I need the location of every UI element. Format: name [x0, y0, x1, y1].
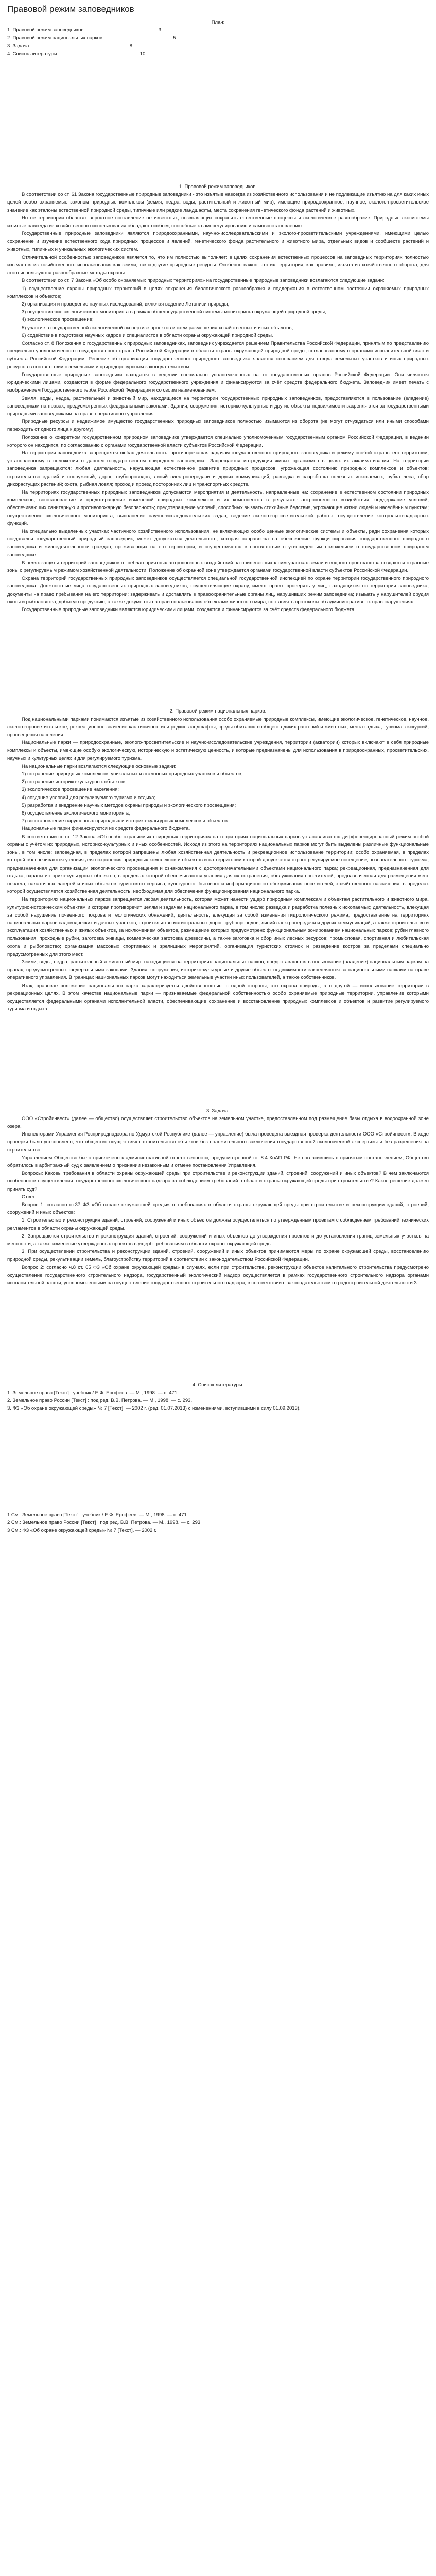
paragraph: Национальные парки — природоохранные, эколого-просветительские и научно-исследовательские учреждения, территории (акватории) которых включают в себя природные комплексы и объекты, имеющие особую экологическую, историческую и эстетическую ценность, и которые предназначены для использования в природоохранных, просветительских, научных и культурных целях и для регулируемого туризма. — [7, 740, 429, 761]
paragraph: Природные ресурсы и недвижимое имущество государственных природных заповедников полностью изымаются из оборота (не могут отчуждаться или иными способами переходить от одного лица к другому). — [7, 419, 429, 433]
paragraph: 1. Строительство и реконструкция зданий, строений, сооружений и иных объектов должны осуществляться по утвержденным проектам с соблюдением требований технических регламентов в области охраны окружающей среды. — [7, 1217, 429, 1231]
table-of-contents — [7, 26, 429, 58]
paragraph: В соответствии со ст. 61 Закона государственные природные заповедники - это изъятые навсегда из хозяйственного использования и не подлежащие изъятию на для каких иных целей особо охраняемые законом природные комплексы (земля, недра, воды, растительный и животный мир), имеющие природоохранное, научное, эколого-просветительское значение как эталоны естественной природной среды, типичные или редкие ландшафты, места сохранения генетического фонда растений и животных. — [7, 192, 429, 213]
section-1-body — [7, 191, 429, 614]
paragraph: 3. При осуществлении строительства и реконструкции зданий, строений, сооружений и иных объектов принимаются меры по охране окружающей среды, восстановлению природной среды, рекультивации земель, благоустройству территорий в соответствии с законодательством Российской Федерации. — [7, 1249, 429, 1263]
paragraph: Государственные природные заповедники являются юридическими лицами, создаются и финансируются за счёт средств федерального бюджета. — [22, 606, 356, 613]
section-heading-1: 1. Правовой режим заповедников. — [179, 184, 257, 190]
paragraph: Но не территории областях вероятное составление не известных, позволяющих сохранять естественные процессы и экологическое разнообразие. Природные экосистемы изъятые навсегда из хозяйственного использования обладают особым, способные к саморегулированию и самовосстановлению. — [7, 215, 429, 229]
paragraph: 4) создание условий для регулируемого туризма и отдыха; — [22, 794, 156, 801]
paragraph: В целях защиты территорий заповедников от неблагоприятных антропогенных воздействий на прилегающих к ним участках земли и водного пространства создаются охранные зоны с регулируемым режимом хозяйственной деятельности. Положение об охранной зоне утверждается органами государственной власти субъектов Российской Федерации. — [7, 560, 429, 573]
reference-item: 3. ФЗ «Об охране окружающей среды» № 7 [Текст]. — 2002 г. (ред. 01.07.2013) с изменениями, вступившими в силу 01.09.2013). — [7, 1405, 301, 1412]
footnote-item: 1 См.: Земельное право [Текст] : учебник / Е.Ф. Ерофеев. — М., 1998. — с. 471. — [7, 1512, 188, 1518]
paragraph: Вопрос 2: согласно ч.8 ст. 65 ФЗ «Об охране окружающей среды» в случаях, если при строительстве, реконструкции объектов капитального строительства предусмотрено осуществление государственного строительного надзора, государственный экологический надзор осуществляется в рамках государственного строительного надзора органами исполнительной власти, уполномоченными на осуществление государственного строительного надзора, в соответствии с законодательством о градостроительной деятельности.3 — [7, 1264, 429, 1286]
section-heading-3: 3. Задача. — [206, 1108, 230, 1114]
paragraph: На территории заповедника запрещается любая деятельность, противоречащая задачам государственного природного заповедника и режиму особой охраны его территории, установленному в положении о данном государственном природном заповеднике. Запрещается интродукция живых организмов в целях их акклиматизации. На территории заповедника запрещаются: любая деятельность, нарушающая естественное развитие природных процессов, угрожающая состоянию природных комплексов и объектов; строительство зданий и сооружений, дорог, трубопроводов, линий электропередачи и других коммуникаций; разведка и разработка полезных ископаемых; рубка леса, сбор дикорастущих растений; охота, рыбная ловля; проход и проезд посторонних лиц и транспортных средств. — [7, 450, 429, 487]
plan-heading: План: — [211, 20, 225, 25]
document-title: Правовой режим заповедников — [7, 4, 134, 14]
paragraph: Итак, правовое положение национального парка характеризуется двойственностью: с одной стороны, это охрана природы, а с другой — использование территории в рекреационных целях. В этом качестве национальные парки — признаваемые федеральной собственностью особо охраняемые природные территории, управление которыми осуществляется федеральными органами исполнительной власти, обеспечивающие сохранение и восстановление природных комплексов и объектов и развитие регулируемого туризма и отдыха. — [7, 982, 429, 1012]
toc-item: 1. Правовой режим заповедников.......................................................3 — [7, 27, 161, 33]
paragraph: Управлением Общество было привлечено к административной ответственности, предусмотренной ст. 8.4 КоАП РФ. Не согласившись с принятым постановлением, Общество обратилось в арбитражный суд с заявлением о признании незаконным и отмене постановления Управления. — [7, 1155, 429, 1169]
paragraph: На территориях государственных природных заповедников допускаются мероприятия и деятельность, направленные на: сохранение в естественном состоянии природных комплексов, восстановление и предотвращение изменений природных комплексов и их компонентов в результате антропогенного воздействия; поддержание условий, обеспечивающих санитарную и противопожарную безопасность; предотвращение условий, способных вызвать стихийные бедствия, угрожающие жизни людей и населённым пунктам; осуществление экологического мониторинга; выполнение научно-исследовательских задач; ведение эколого-просветительской работы; осуществление контрольно-надзорных функций. — [7, 489, 429, 527]
paragraph: 6) осуществление экологического мониторинга; — [22, 810, 130, 817]
paragraph: Согласно ст. 8 Положения о государственных природных заповедниках, заповедник учреждается решением Правительства Российской Федерации, принятым по представлению специально уполномоченного государственного органа Российской Федерации в области охраны окружающей природной среды, согласованному с органами исполнительной власти субъекта Российской Федерации. Решение об организации государственного природного заповедника является основанием для отвода земельных участков и иных природных ресурсов в соответствии с земельным и природоресурсным законодательством. — [7, 341, 429, 370]
paragraph: На специально выделенных участках частичного хозяйственного использования, не включающих особо ценные экологические системы и объекты, ради сохранения которых создавался государственный природный заповедник, может допускаться деятельность, которая направлена на обеспечение функционирования государственного природного заповедника и жизнедеятельности граждан, проживающих на его территории, и осуществляется в соответствии с утверждённым положением о государственном природном заповеднике. — [7, 528, 429, 558]
paragraph: 2. Запрещаются строительство и реконструкция зданий, строений, сооружений и иных объектов до утверждения проектов и до установления границ земельных участков на местности, а также изменение утвержденных проектов в ущерб требованиям в области охраны окружающей среды. — [7, 1233, 429, 1247]
paragraph: Вопрос 1: согласно ст.37 ФЗ «Об охране окружающей среды» о требованиях в области охраны окружающей среды при строительстве и реконструкции зданий, строений, сооружений и иных объектов: — [7, 1202, 429, 1216]
paragraph: Национальные парки финансируются из средств федерального бюджета. — [22, 826, 190, 832]
paragraph: 5) разработка и внедрение научных методов охраны природы и экологического просвещения; — [22, 802, 236, 808]
paragraph: 4) экологическое просвещение; — [22, 317, 94, 323]
paragraph: 5) участие в государственной экологической экспертизе проектов и схем размещения хозяйственных и иных объектов; — [22, 325, 293, 331]
paragraph: 3) экологическое просвещение населения; — [22, 787, 119, 793]
footnotes — [7, 1511, 429, 1535]
paragraph: Охрана территорий государственных природных заповедников осуществляется специальной государственной инспекцией по охране территории государственного природного заповедника. Должностные лица государственных природных заповедников, осуществляющие охрану, имеют право: проверять у лиц, находящихся на территории заповедника, документы на право пребывания на его территории; задерживать и доставлять в правоохранительные органы лиц, нарушивших режим заповедника; изымать у нарушителей орудия охоты и рыболовства, добытую продукцию, а также документы на право пользования объектами животного мира; составлять протоколы об административных правонарушениях. — [7, 575, 429, 605]
document-body — [7, 19, 429, 1534]
footnote-item: 3 См.: ФЗ «Об охране окружающей среды» № 7 [Текст]. — 2002 г. — [7, 1528, 156, 1533]
paragraph: Положение о конкретном государственном природном заповеднике утверждается специально уполномоченным государственным органом Российской Федерации, в ведении которого он находится, по согласованию с органами государственной власти субъектов Российской Федерации. — [7, 434, 429, 448]
paragraph: 1) сохранение природных комплексов, уникальных и эталонных природных участков и объектов; — [22, 771, 243, 777]
toc-item: 4. Список литературы.............................................................10 — [7, 50, 146, 57]
paragraph: Инспекторами Управления Росприроднадзора по Удмуртской Республике (далее — управление) была проведена выездная проверка деятельности ООО «Стройинвест». В ходе проверки было установлено, что общество осуществляет строительство объектов без положительного заключения государственной экологической экспертизы и без разрешения на строительство. — [7, 1131, 429, 1153]
paragraph: Земли, воды, недра, растительный и животный мир, находящиеся на территориях национальных парков, предоставляются в пользование (владение) национальным паркам на правах, предусмотренных федеральными законами. Здания, сооружения, историко-культурные и другие объекты недвижимости закрепляются за национальными парками на праве оперативного управления. В границах национальных парков могут находиться земельные участки иных пользователей, а также собственников. — [7, 959, 429, 981]
footnote-item: 2 См.: Земельное право России [Текст] : под ред. В.В. Петрова. — М., 1998. — с. 293. — [7, 1519, 202, 1526]
paragraph: Под национальными парками понимаются изъятые из хозяйственного использования особо охраняемые природные комплексы, имеющие экологическое, генетическое, научное, эколого-просветительское, рекреационное значение как типичные или редкие ландшафты, среды обитания сообществ диких растений и животных, места отдыха, туризма, экскурсий, просвещения населения. — [7, 716, 429, 738]
toc-item: 3. Задача..........................................................................8 — [7, 43, 133, 49]
paragraph: 1) осуществление охраны природных территорий в целях сохранения биологического разнообразия и поддержания в естественном состоянии охраняемых природных комплексов и объектов; — [7, 285, 429, 299]
reference-item: 2. Земельное право России [Текст] : под ред. В.В. Петрова. — М., 1998. — с. 293. — [7, 1397, 193, 1403]
paragraph: Вопросы: Каковы требования в области охраны окружающей среды при строительстве и реконструкции зданий, строений, сооружений и иных объектов? В чем заключаются особенности осуществления государственного экологического надзора за соблюдением требований в области охраны окружающей среды при строительстве? Какое решение должен принять суд? — [7, 1171, 429, 1192]
section-3-body — [7, 1115, 429, 1287]
section-4-body — [7, 1389, 429, 1413]
paragraph: В соответствии со ст. 12 Закона «Об особо охраняемых природных территориях» на территориях национальных парков устанавливается дифференцированный режим особой охраны с учётом их природных, историко-культурных и иных особенностей. Исходя из этого на территориях национальных парков могут быть выделены различные функциональные зоны, в том числе: заповедная, в пределах которой запрещены любая хозяйственная деятельность и рекреационное использование территории; особо охраняемая, в пределах которой обеспечиваются условия для сохранения природных комплексов и объектов и на территории которой допускается строго регулируемое посещение; познавательного туризма, предназначенная для организации экологического просвещения и ознакомления с достопримечательными объектами национального парка; рекреационная, предназначенная для отдыха; охраны историко-культурных объектов, в пределах которой обеспечиваются условия для их сохранения; обслуживания посетителей, предназначенная для размещения мест ночлега, палаточных лагерей и иных объектов туристского сервиса, культурного, бытового и информационного обслуживания посетителей; хозяйственного назначения, в пределах которой осуществляется хозяйственная деятельность, необходимая для обеспечения функционирования национального парка. — [7, 834, 429, 895]
section-2-body — [7, 716, 429, 1013]
paragraph: Ответ: — [22, 1194, 37, 1200]
paragraph: 3) осуществление экологического мониторинга в рамках общегосударственной системы мониторинга окружающей природной среды; — [22, 309, 326, 315]
paragraph: В соответствии со ст. 7 Закона «Об особо охраняемых природных территориях» на государственные природные заповедники возлагаются следующие задачи: — [22, 278, 385, 284]
paragraph: 2) сохранение историко-культурных объектов; — [22, 779, 127, 785]
paragraph: Отличительной особенностью заповедников является то, что им полностью выполняет: в целях сохранения естественных процессов на заповедных территориях полностью изымается из хозяйственного использования как земли, так и другие природные ресурсы. Особенно важно, что их территория, как правило, изъята из хозяйственного оборота, для этого используются разнообразные методы охраны. — [7, 254, 429, 276]
paragraph: Земля, воды, недра, растительный и животный мир, находящиеся на территории государственных природных заповедников, предоставляются в пользование (владение) заповедникам на правах, предусмотренных федеральными законами. Здания, сооружения, историко-культурные и другие объекты недвижимости закрепляются за государственными природными заповедниками на праве оперативного управления. — [7, 395, 429, 417]
paragraph: ООО «Стройинвест» (далее — общество) осуществляет строительство объектов на земельном участке, предоставленном под размещение базы отдыха в водоохранной зоне озера. — [7, 1115, 429, 1130]
paragraph: На национальные парки возлагаются следующие основные задачи: — [22, 763, 177, 769]
paragraph: На территориях национальных парков запрещается любая деятельность, которая может нанести ущерб природным комплексам и объектам растительного и животного мира, культурно-историческим объектам и которая противоречит целям и задачам национального парка, в том числе: разведка и разработка полезных ископаемых; деятельность, влекущая за собой нарушение почвенного покрова и геологических обнажений; деятельность, влекущая за собой изменения гидрологического режима; предоставление на территориях национальных парков садоводческих и дачных участков; строительство магистральных дорог, трубопроводов, линий электропередачи и других коммуникаций, а также строительство и эксплуатация хозяйственных и жилых объектов, за исключением объектов, размещение которых предусмотрено функциональным зонированием национальных парков; рубки главного пользования, проходные рубки, заготовка живицы, коммерческая заготовка древесины, а также заготовка и сбор иных лесных ресурсов; промысловая, спортивная и любительская охота и рыболовство; организация массовых спортивных и зрелищных мероприятий, организация туристских стоянок и разведение костров за пределами специально предусмотренных для этого мест. — [7, 896, 429, 957]
section-heading-4: 4. Список литературы. — [192, 1382, 244, 1388]
paragraph: 7) восстановление нарушенных природных и историко-культурных комплексов и объектов. — [22, 818, 229, 824]
toc-item: 2. Правовой режим национальных парков....................................................5 — [7, 35, 176, 41]
paragraph: 2) организация и проведение научных исследований, включая ведение Летописи природы; — [22, 301, 230, 308]
section-heading-2: 2. Правовой режим национальных парков. — [169, 708, 267, 715]
reference-item: 1. Земельное право [Текст] : учебник / Е.Ф. Ерофеев. — М., 1998. — с. 471. — [7, 1389, 179, 1396]
paragraph: Государственные природные заповедники являются природоохранными, научно-исследовательскими и эколого-просветительскими учреждениями, имеющими целью сохранение и изучение естественного хода природных процессов и явлений, генетического фонда растительного и животного мира, отдельных видов и сообществ растений и животных, типичных и уникальных экологических систем. — [7, 231, 429, 252]
paragraph: Государственные природные заповедники находятся в ведении специально уполномоченных на то государственных органов Российской Федерации. Они являются юридическими лицами, создаются в форме федерального государственного учреждения и финансируются за счёт средств федерального бюджета. Заповедник имеет печать с изображением Государственного герба Российской Федерации и со своим наименованием. — [7, 371, 429, 394]
paragraph: 6) содействие в подготовке научных кадров и специалистов в области охраны окружающей природной среды. — [22, 332, 273, 338]
